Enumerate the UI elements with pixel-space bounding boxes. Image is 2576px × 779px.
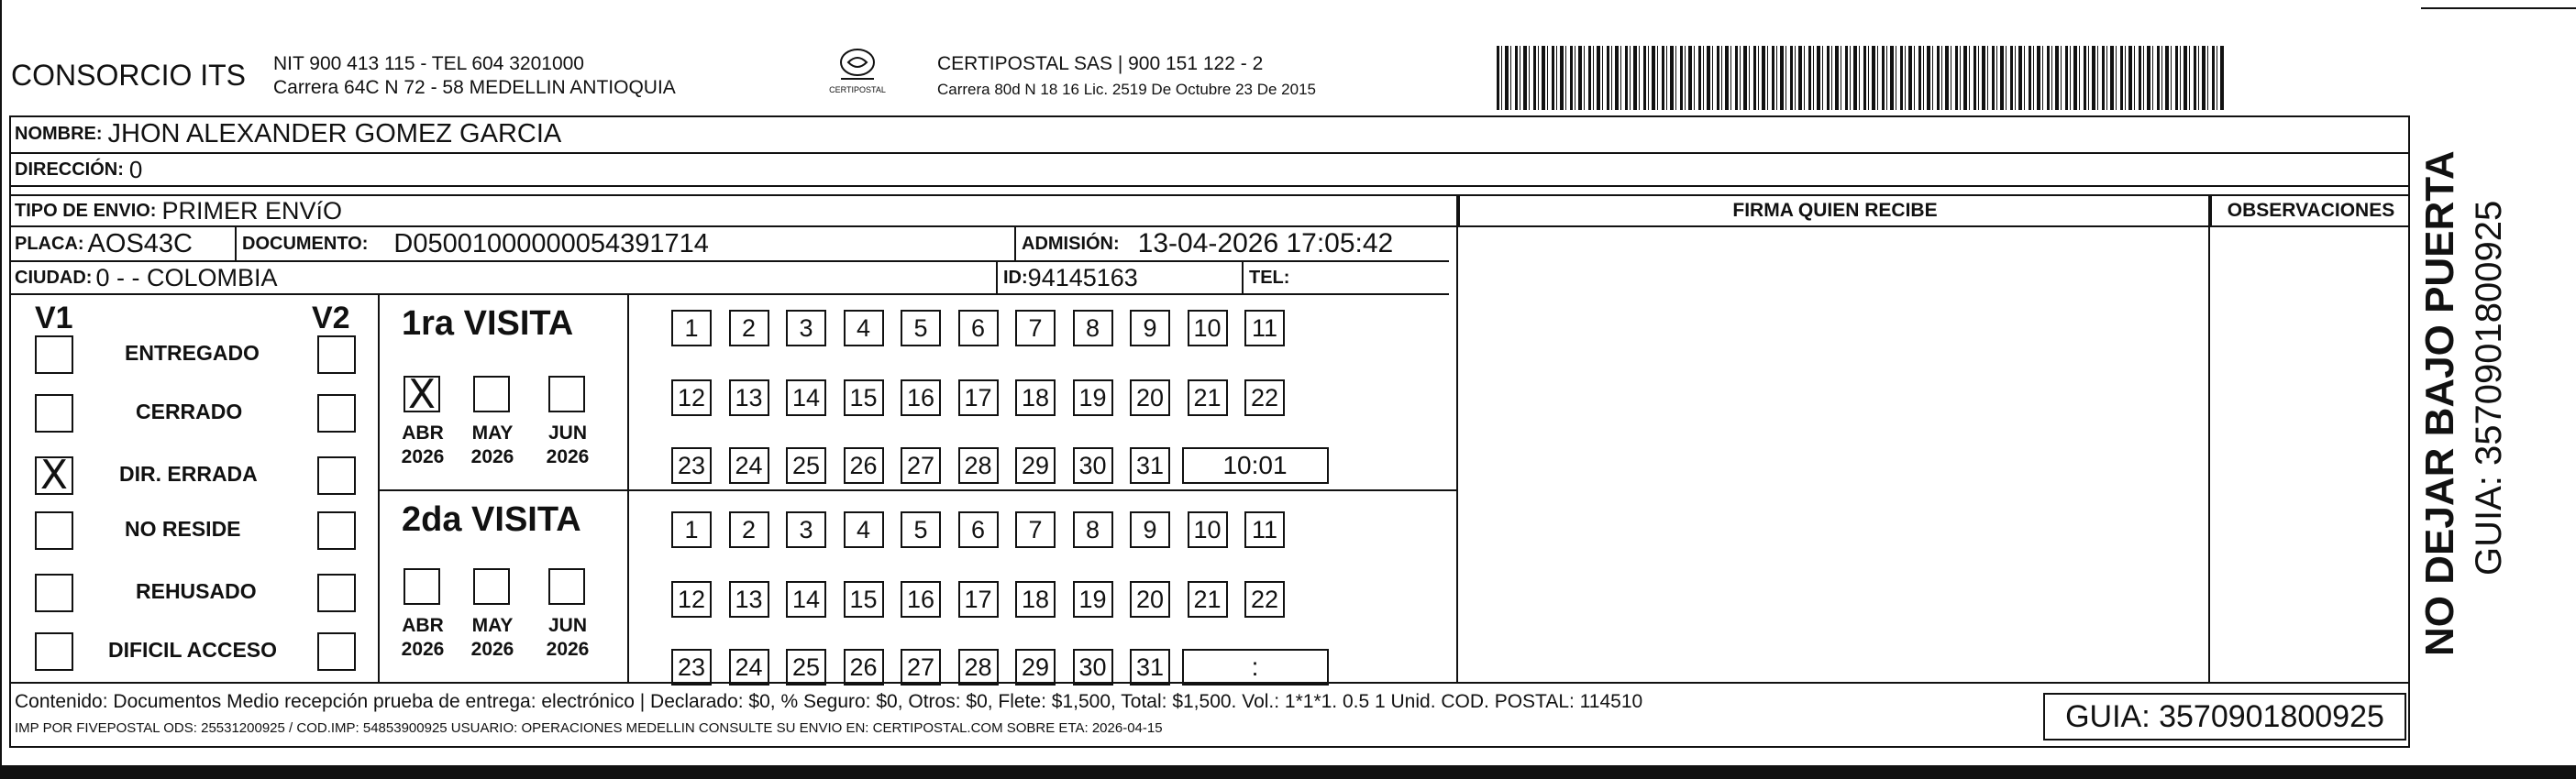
day-box[interactable]: 26 — [844, 649, 884, 686]
visit-divider — [378, 489, 1456, 491]
day-box[interactable]: 6 — [958, 511, 999, 548]
day-box[interactable]: 10 — [1188, 511, 1228, 548]
visit1-title: 1ra VISITA — [402, 304, 574, 343]
month-label: ABR — [402, 615, 444, 636]
v1-checkbox[interactable]: X — [35, 456, 73, 495]
v2-checkbox[interactable] — [317, 574, 356, 612]
day-box[interactable]: 9 — [1130, 310, 1170, 346]
tel-label: TEL: — [1249, 267, 1290, 288]
nombre-value: JHON ALEXANDER GOMEZ GARCIA — [107, 118, 562, 148]
day-box[interactable]: 20 — [1130, 581, 1170, 618]
day-box[interactable]: 3 — [786, 310, 826, 346]
day-box[interactable]: 23 — [671, 447, 712, 484]
direccion-field — [9, 154, 142, 185]
side-guia: GUIA: 3570901800925 — [2469, 200, 2509, 576]
v1-checkbox[interactable] — [35, 511, 73, 550]
firma-area[interactable] — [1456, 225, 2208, 684]
month-label: ABR — [402, 422, 444, 444]
footer-contenido: Contenido: Documentos Medio recepción prueba de entrega: electrónico | Declarado: $0, % Seguro: $0, Otros: $0, Flete: $1,500, Total: $1,500. Vol.: 1*1*1. 0.5 1 Unid. COD. POSTAL: 114510 — [15, 691, 1643, 712]
day-box[interactable]: 1 — [671, 511, 712, 548]
documento-label: DOCUMENTO: — [242, 233, 369, 254]
day-box[interactable]: 2 — [729, 511, 769, 548]
day-box[interactable]: 23 — [671, 649, 712, 686]
month-year: 2026 — [401, 446, 445, 467]
observaciones-header: OBSERVACIONES — [2210, 196, 2410, 225]
day-box[interactable]: 25 — [786, 447, 826, 484]
documento-value: D05001000000054391714 — [393, 228, 709, 258]
day-box[interactable]: 25 — [786, 649, 826, 686]
direccion-value: 0 — [128, 155, 143, 183]
left-edge — [0, 0, 2, 779]
carrier-logo-icon — [837, 48, 878, 81]
v2-checkbox[interactable] — [317, 632, 356, 671]
company-line2: Carrera 64C N 72 - 58 MEDELLIN ANTIOQUIA — [273, 77, 676, 98]
id-value: 94145163 — [1027, 263, 1138, 291]
day-box[interactable]: 9 — [1130, 511, 1170, 548]
row-tipo — [9, 196, 2410, 227]
day-box[interactable]: 24 — [729, 447, 769, 484]
row-spacer — [9, 187, 2410, 196]
day-box[interactable]: 17 — [958, 379, 999, 416]
month-checkbox[interactable] — [548, 568, 585, 605]
day-box[interactable]: 21 — [1188, 379, 1228, 416]
day-box[interactable]: 24 — [729, 649, 769, 686]
month-divider — [627, 295, 629, 684]
day-box[interactable]: 29 — [1015, 447, 1056, 484]
v2-checkbox[interactable] — [317, 456, 356, 495]
month-checkbox[interactable] — [404, 568, 440, 605]
day-box[interactable]: 8 — [1073, 310, 1113, 346]
day-box[interactable]: 31 — [1130, 649, 1170, 686]
v2-header: V2 — [312, 301, 350, 335]
day-box[interactable]: 26 — [844, 447, 884, 484]
visit2-title: 2da VISITA — [402, 500, 581, 539]
row-placa — [9, 227, 1449, 262]
id-label: ID: — [1003, 267, 1028, 288]
day-box[interactable]: 8 — [1073, 511, 1113, 548]
company-name: CONSORCIO ITS — [11, 59, 247, 92]
admision-label: ADMISIÓN: — [1022, 233, 1120, 254]
day-box[interactable]: 5 — [901, 310, 941, 346]
ciudad-value: 0 - - COLOMBIA — [95, 263, 278, 291]
day-box[interactable]: 30 — [1073, 649, 1113, 686]
month-label: MAY — [471, 422, 514, 444]
tipo-field — [9, 196, 342, 225]
day-box[interactable]: 19 — [1073, 581, 1113, 618]
admision-value: 13-04-2026 17:05:42 — [1137, 228, 1394, 258]
ciudad-label: CIUDAD: — [15, 267, 93, 288]
status-label: DIFICIL ACCESO — [108, 638, 278, 662]
row-direccion — [9, 154, 2410, 187]
day-box[interactable]: 4 — [844, 511, 884, 548]
bottom-bar — [0, 765, 2576, 779]
day-box[interactable]: 28 — [958, 447, 999, 484]
v1-checkbox[interactable] — [35, 632, 73, 671]
day-box[interactable]: 7 — [1015, 511, 1056, 548]
direccion-label: DIRECCIÓN: — [15, 159, 124, 180]
day-box[interactable]: 29 — [1015, 649, 1056, 686]
day-box[interactable]: 3 — [786, 511, 826, 548]
day-box[interactable]: 18 — [1015, 379, 1056, 416]
v1-header: V1 — [35, 301, 73, 335]
tipo-value: PRIMER ENVíO — [161, 196, 342, 225]
day-box[interactable]: 18 — [1015, 581, 1056, 618]
day-box[interactable]: 15 — [844, 379, 884, 416]
barcode — [1497, 46, 2226, 110]
firma-header: FIRMA QUIEN RECIBE — [1458, 196, 2210, 225]
status-label: CERRADO — [136, 400, 243, 423]
day-box[interactable]: 5 — [901, 511, 941, 548]
placa-value: AOS43C — [87, 228, 193, 258]
carrier-line2: Carrera 80d N 18 16 Lic. 2519 De Octubre 23 De 2015 — [937, 81, 1316, 98]
month-label: JUN — [547, 422, 587, 444]
footer-guia: GUIA: 3570901800925 — [2043, 693, 2406, 741]
day-box[interactable]: 1 — [671, 310, 712, 346]
footer-impresion: IMP POR FIVEPOSTAL ODS: 25531200925 / COD.IMP: 54853900925 USUARIO: OPERACIONES MEDELLIN CONSULTE SU ENVIO EN: CERTIPOSTAL.COM SOBRE ETA: 2026-04-15 — [15, 720, 1163, 736]
day-box[interactable]: 14 — [786, 581, 826, 618]
time-box[interactable]: : — [1182, 649, 1329, 686]
month-year: 2026 — [546, 446, 590, 467]
carrier-logo-text: CERTIPOSTAL — [829, 85, 886, 94]
company-line1: NIT 900 413 115 - TEL 604 3201000 — [273, 53, 584, 74]
day-box[interactable]: 16 — [901, 581, 941, 618]
month-checkbox[interactable]: X — [404, 376, 440, 412]
carrier-logo — [825, 48, 890, 94]
day-box[interactable]: 27 — [901, 649, 941, 686]
placa-field — [9, 227, 237, 260]
month-checkbox[interactable] — [473, 376, 510, 412]
v2-checkbox[interactable] — [317, 335, 356, 374]
day-box[interactable]: 31 — [1130, 447, 1170, 484]
month-year: 2026 — [470, 446, 514, 467]
v2-checkbox[interactable] — [317, 394, 356, 433]
day-box[interactable]: 22 — [1244, 581, 1285, 618]
day-box[interactable]: 17 — [958, 581, 999, 618]
nombre-label: NOMBRE: — [15, 123, 103, 144]
row-ciudad — [9, 262, 1449, 295]
status-label: REHUSADO — [136, 579, 257, 603]
row-nombre — [9, 115, 2410, 154]
status-label: ENTREGADO — [125, 341, 260, 365]
month-year: 2026 — [401, 639, 445, 660]
month-checkbox[interactable] — [548, 376, 585, 412]
day-box[interactable]: 12 — [671, 379, 712, 416]
day-box[interactable]: 16 — [901, 379, 941, 416]
day-box[interactable]: 10 — [1188, 310, 1228, 346]
placa-label: PLACA: — [15, 233, 84, 254]
day-box[interactable]: 15 — [844, 581, 884, 618]
day-box[interactable]: 20 — [1130, 379, 1170, 416]
month-checkbox[interactable] — [473, 568, 510, 605]
documento-field — [237, 227, 1016, 260]
admision-field — [1016, 227, 1449, 260]
month-label: JUN — [547, 615, 587, 636]
nombre-field — [9, 115, 561, 152]
day-box[interactable]: 11 — [1244, 511, 1285, 548]
day-box[interactable]: 13 — [729, 379, 769, 416]
day-box[interactable]: 2 — [729, 310, 769, 346]
day-box[interactable]: 4 — [844, 310, 884, 346]
day-box[interactable]: 21 — [1188, 581, 1228, 618]
day-box[interactable]: 28 — [958, 649, 999, 686]
day-box[interactable]: 27 — [901, 447, 941, 484]
day-box[interactable]: 30 — [1073, 447, 1113, 484]
v2-checkbox[interactable] — [317, 511, 356, 550]
month-year: 2026 — [470, 639, 514, 660]
day-box[interactable]: 19 — [1073, 379, 1113, 416]
day-box[interactable]: 14 — [786, 379, 826, 416]
day-box[interactable]: 22 — [1244, 379, 1285, 416]
ciudad-field — [9, 262, 998, 293]
v1-checkbox[interactable] — [35, 574, 73, 612]
carrier-line1: CERTIPOSTAL SAS | 900 151 122 - 2 — [937, 53, 1264, 74]
day-box[interactable]: 7 — [1015, 310, 1056, 346]
observaciones-area[interactable] — [2210, 225, 2410, 684]
time-box[interactable]: 10:01 — [1182, 447, 1329, 484]
v1-checkbox[interactable] — [35, 335, 73, 374]
day-box[interactable]: 13 — [729, 581, 769, 618]
tipo-label: TIPO DE ENVIO: — [15, 200, 157, 221]
day-box[interactable]: 11 — [1244, 310, 1285, 346]
top-corner-line — [2421, 7, 2576, 9]
side-warning: NO DEJAR BAJO PUERTA — [2417, 150, 2462, 656]
id-field — [998, 262, 1244, 293]
month-year: 2026 — [546, 639, 590, 660]
month-label: MAY — [471, 615, 514, 636]
status-label: DIR. ERRADA — [119, 462, 258, 486]
status-label: NO RESIDE — [125, 517, 241, 541]
day-box[interactable]: 12 — [671, 581, 712, 618]
day-box[interactable]: 6 — [958, 310, 999, 346]
tel-field — [1244, 262, 1449, 293]
v1-checkbox[interactable] — [35, 394, 73, 433]
